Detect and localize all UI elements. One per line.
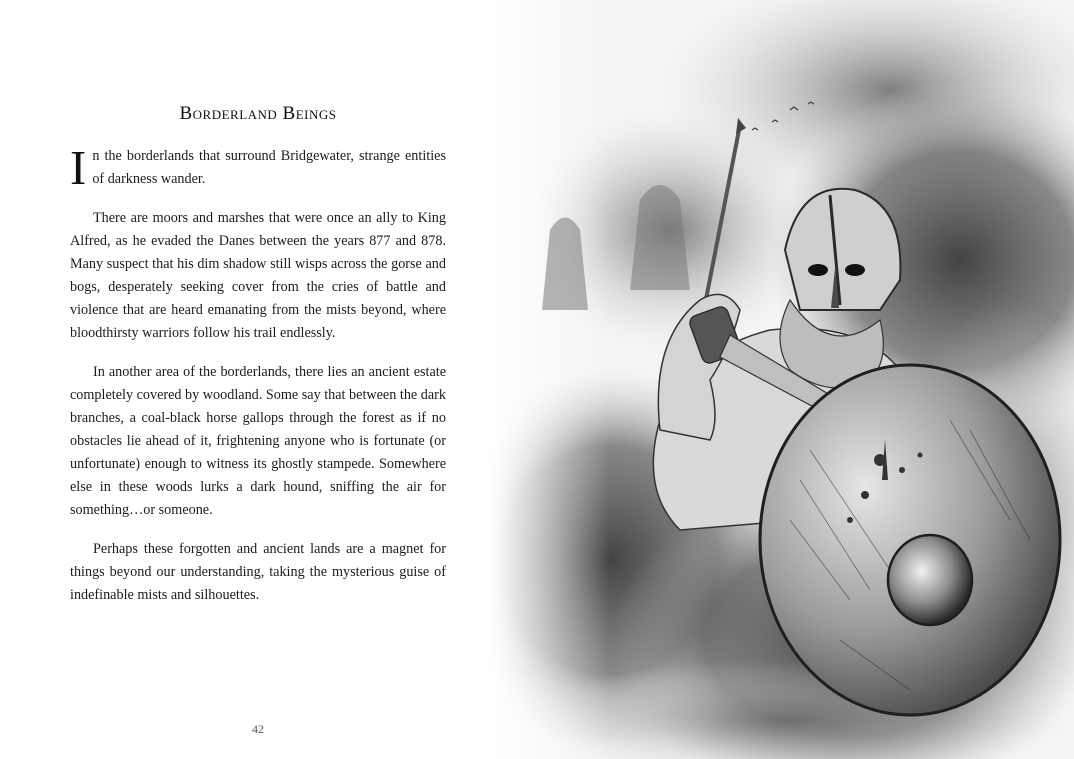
page-title: Borderland Beings: [179, 103, 337, 124]
drop-cap: I: [70, 140, 87, 195]
paragraph-1: [70, 140, 446, 195]
body-text: [70, 140, 446, 623]
left-edge-fade: [490, 0, 610, 759]
paragraph-3: In another area of the borderlands, there lies an ancient estate completely covered by woodland. Some say that between the dark branches, a coal-black horse gallops through the forest as if no obstacles lie ahead of it, frightening anyone who is fortunate (or unfortunate) enough to witness its ghostly stampede. Somewhere else in these woods lurks a dark hound, sniffing the air for something…or someone.: [70, 364, 446, 518]
left-page: [0, 0, 520, 759]
paragraph-4: Perhaps these forgotten and ancient lands are a magnet for things beyond our understanding, taking the mysterious guise of indefinable mists and silhouettes.: [70, 541, 446, 603]
viking-warrior-illustration: [490, 0, 1074, 759]
helmet: [785, 189, 900, 310]
paragraph-1-text: n the borderlands that surround Bridgewater, strange entities of darkness wander.: [92, 148, 446, 187]
page-number: 42: [252, 722, 264, 736]
shield-boss: [888, 535, 972, 625]
left-eye: [808, 264, 828, 276]
right-eye: [845, 264, 865, 276]
illustration-canvas: [490, 0, 1074, 759]
paragraph-2: There are moors and marshes that were once an ally to King Alfred, as he evaded the Danes between the years 877 and 878. Many suspect that his dim shadow still wisps across the gorse and bogs, desperately seeking cover from the cries of battle and violence that are heard emanating from the mists beyond, where bloodthirsty warriors follow his trail endlessly.: [70, 210, 446, 341]
